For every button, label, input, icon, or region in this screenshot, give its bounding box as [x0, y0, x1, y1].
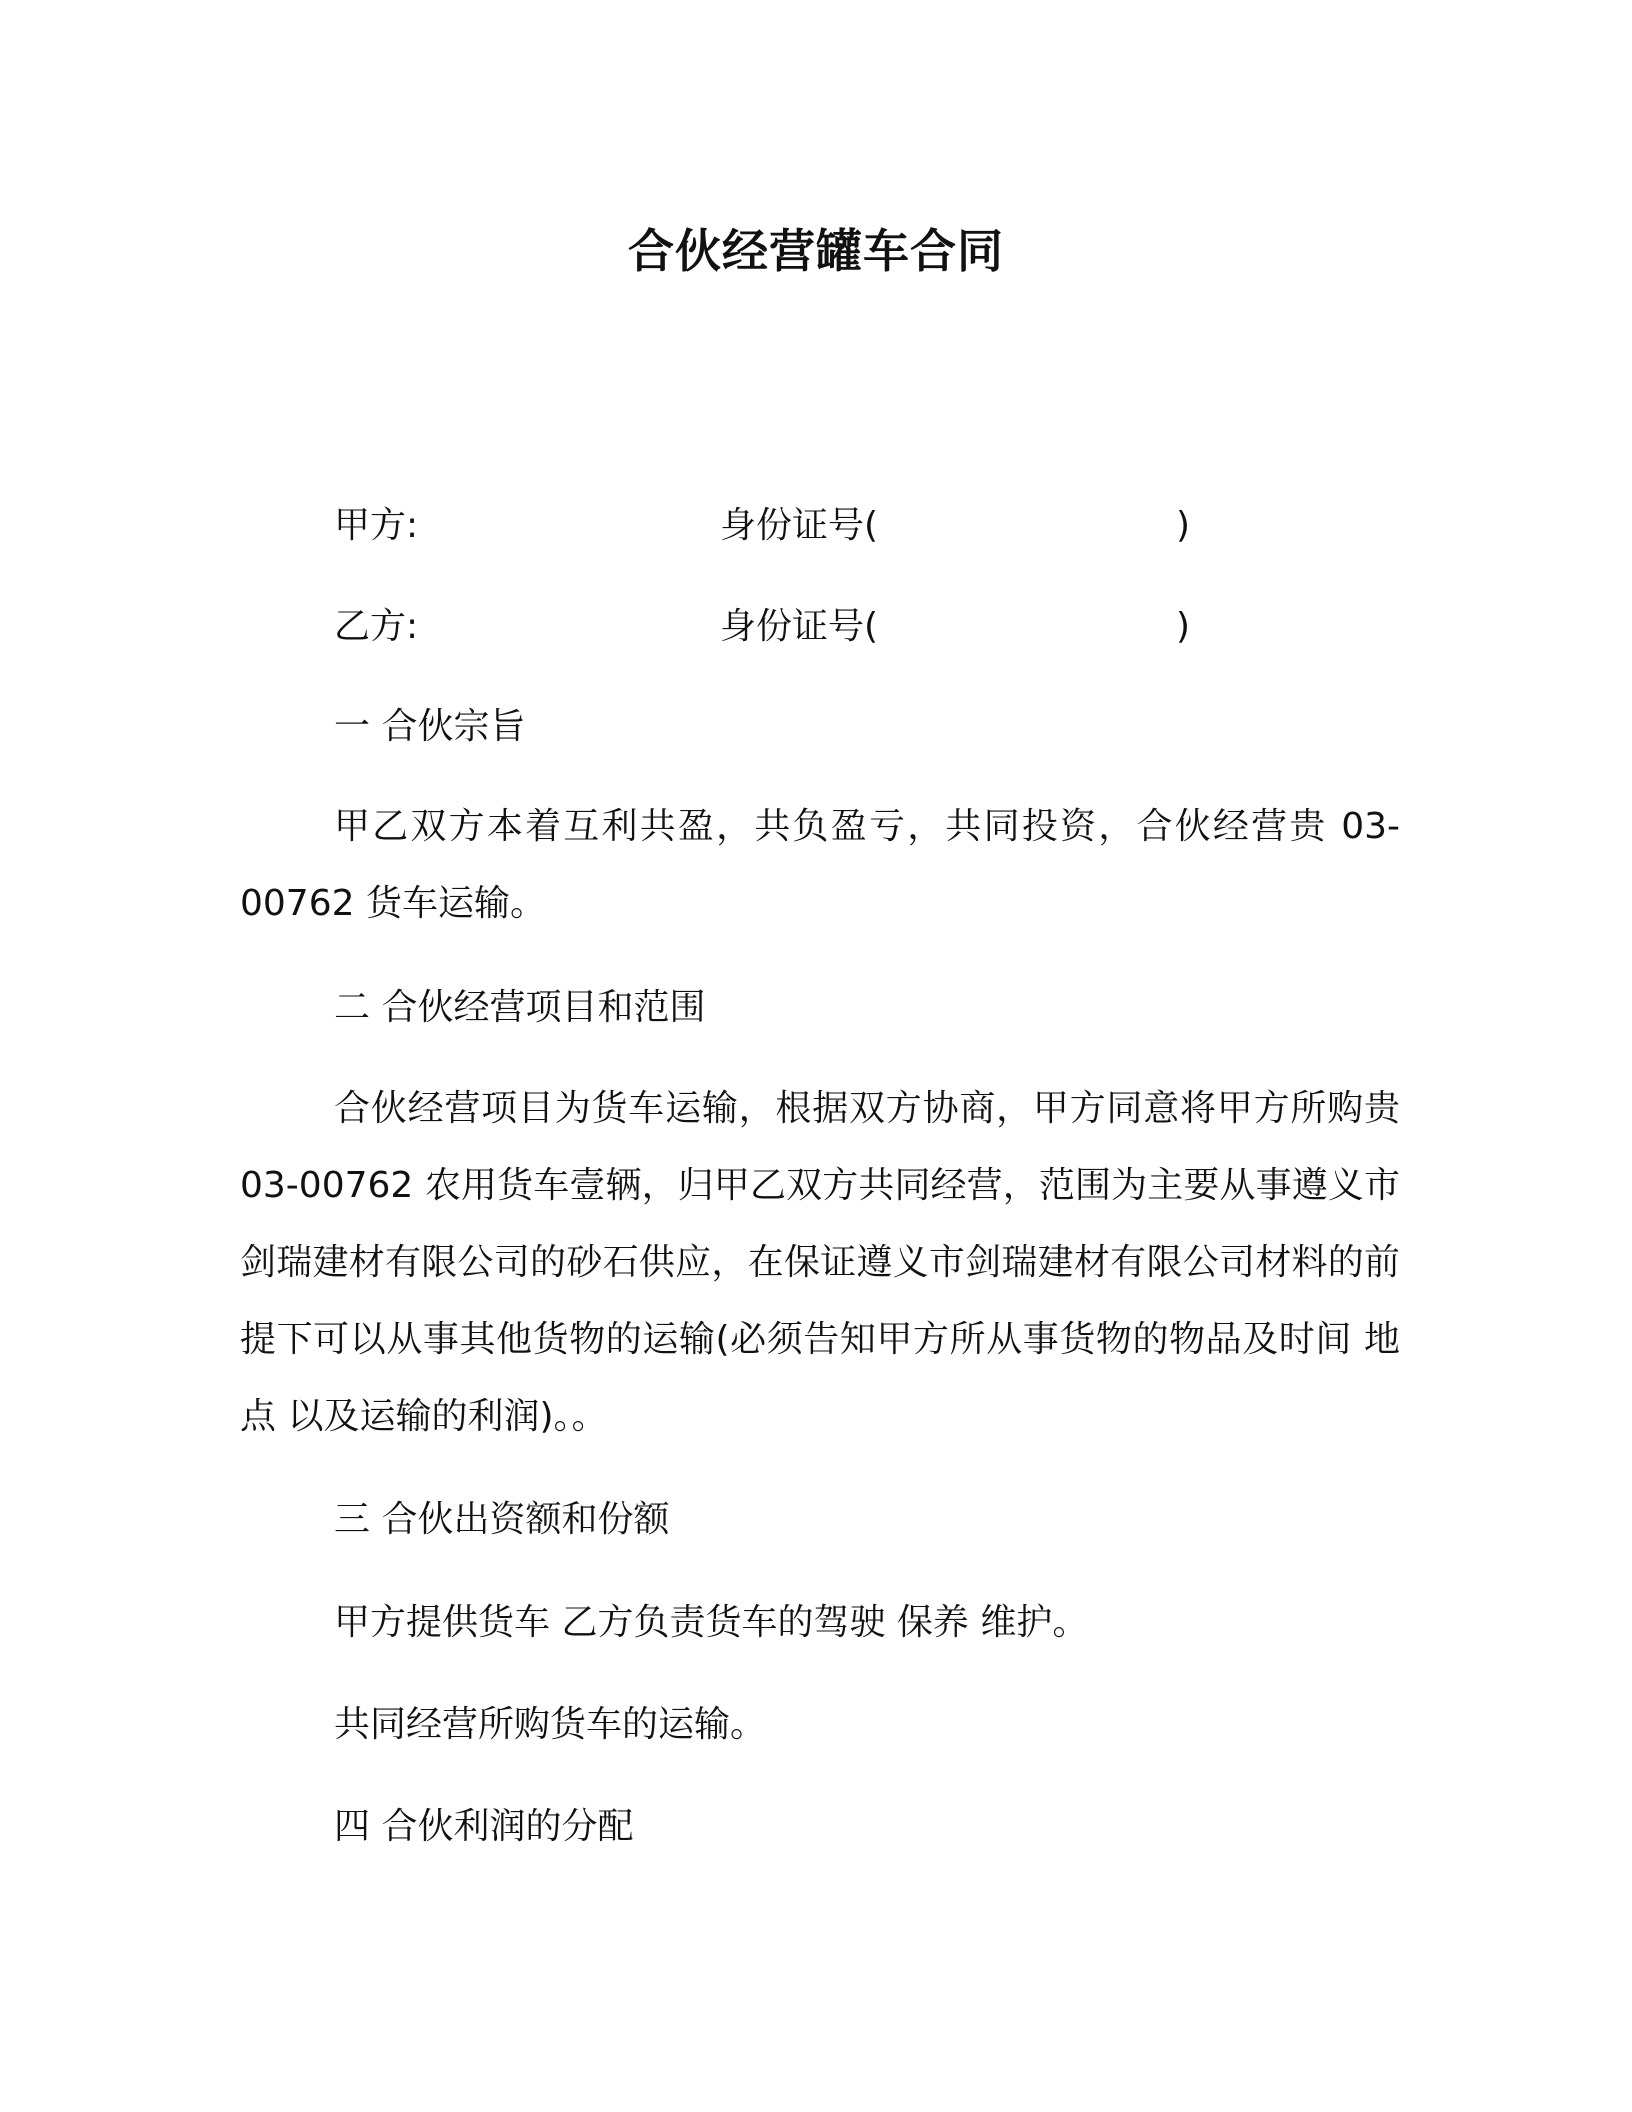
party-b-label: 乙方:	[334, 606, 419, 647]
section-2-heading: 二 合伙经营项目和范围	[334, 987, 706, 1028]
section-1-heading: 一 合伙宗旨	[334, 706, 526, 747]
party-a-id-label: 身份证号(	[720, 505, 879, 546]
party-b-id-close: )	[1176, 606, 1191, 647]
party-b-id-label: 身份证号(	[720, 606, 879, 647]
section-2-paragraph: 合伙经营项目为货车运输，根据双方协商，甲方同意将甲方所购贵 03-00762 农用货车壹辆，归甲乙双方共同经营，范围为主要从事遵义市剑瑞建材有限公司的砂石供应，在保证遵义市剑瑞建材有限公司材料的前提下可以从事其他货物的运输(必须告知甲方所从事货物的物品及时间 地点 以及运输的利润)。。	[240, 1088, 1400, 1437]
section-4-heading: 四 合伙利润的分配	[334, 1806, 634, 1847]
section-3-heading: 三 合伙出资额和份额	[334, 1499, 670, 1540]
section-1-paragraph: 甲乙双方本着互利共盈，共负盈亏，共同投资，合伙经营贵 03-00762 货车运输。	[240, 806, 1400, 924]
section-3-paragraph-1: 甲方提供货车 乙方负责货车的驾驶 保养 维护。	[334, 1602, 1089, 1643]
document-title: 合伙经营罐车合同	[628, 224, 1004, 278]
section-3-paragraph-2: 共同经营所购货车的运输。	[334, 1704, 767, 1745]
party-a-label: 甲方:	[334, 505, 419, 546]
party-a-id-close: )	[1176, 505, 1191, 546]
